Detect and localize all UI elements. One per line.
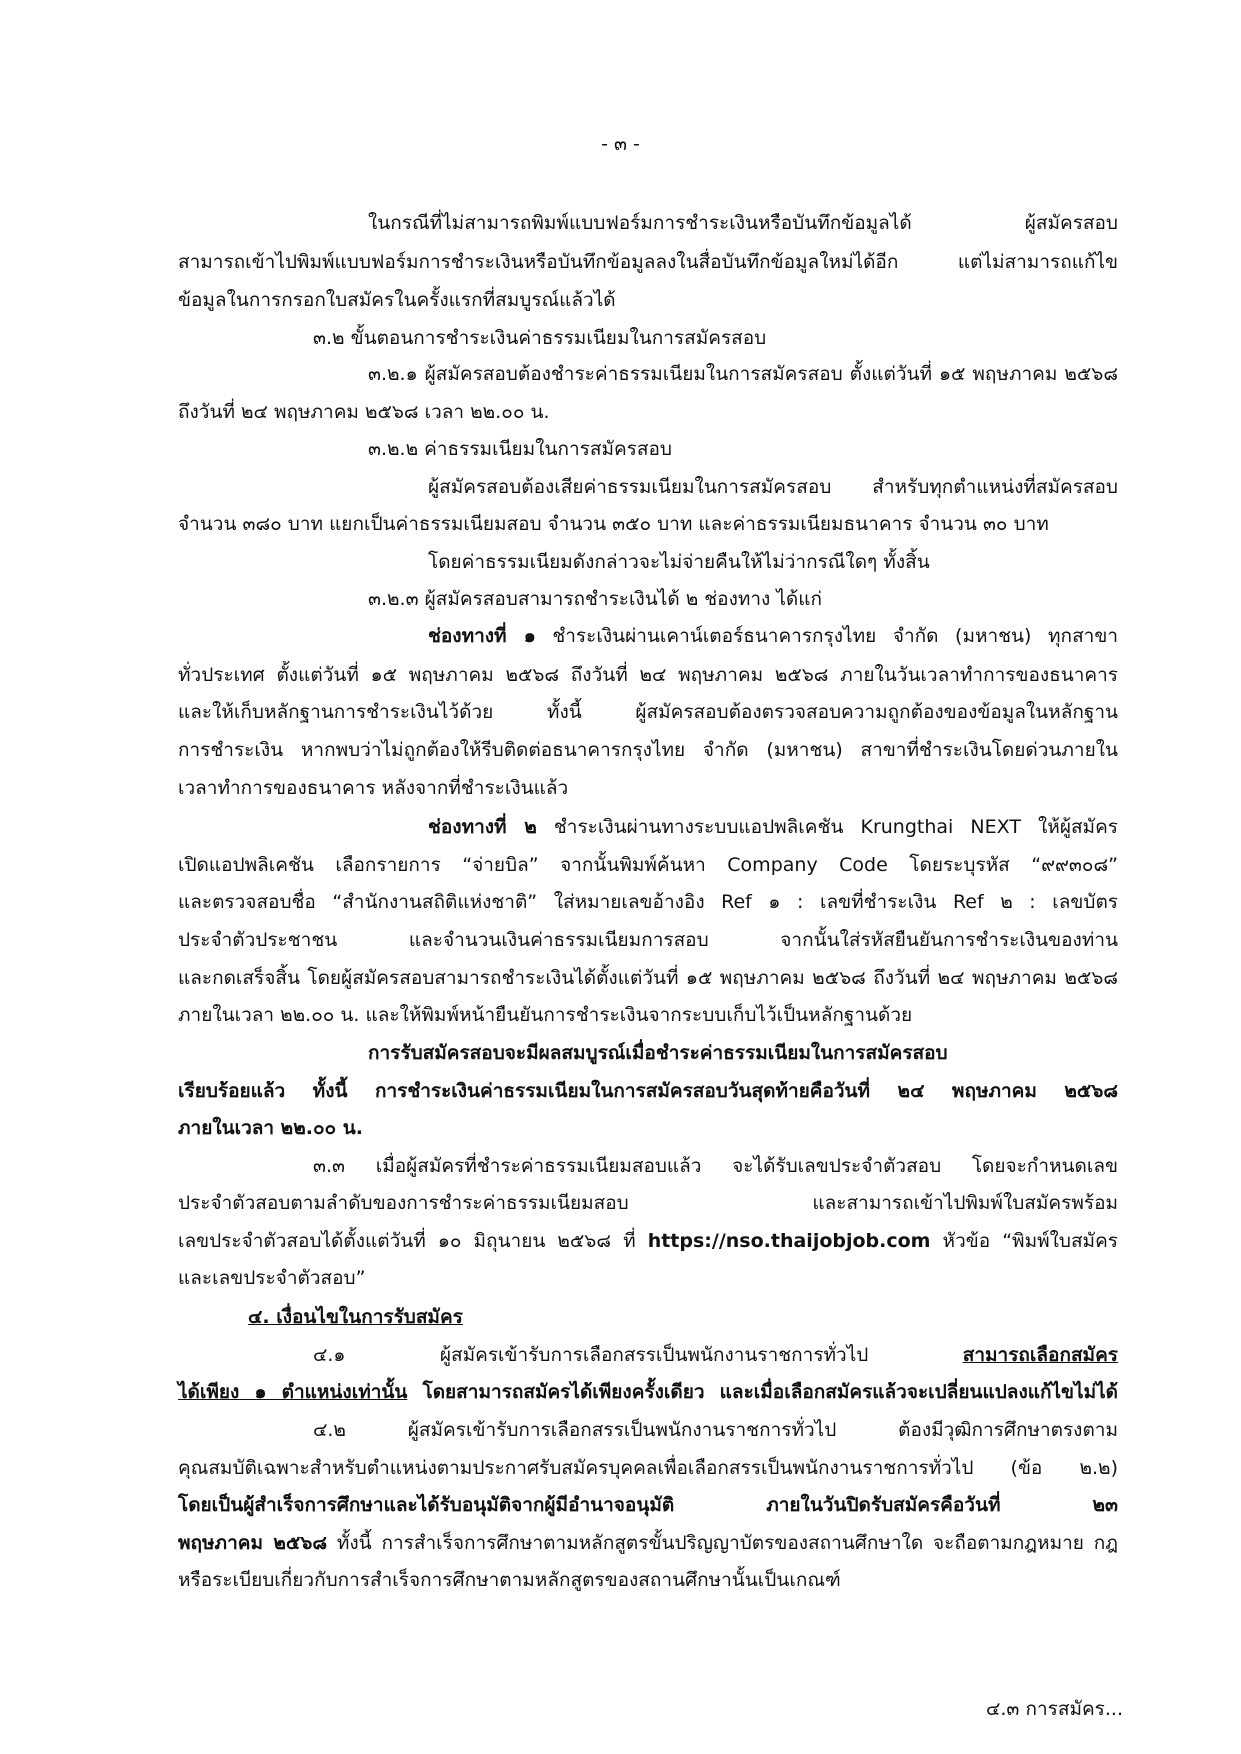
continuation-footer: ๔.๓ การสมัคร... <box>986 1698 1123 1720</box>
text-line <box>248 1305 1118 1329</box>
text-line <box>178 512 1118 536</box>
text-line <box>313 1343 1118 1367</box>
text-span: ภายในเวลา ๒๒.๐๐ น. และให้พิมพ์หน้ายืนยันการชำระเงินจากระบบเก็บไว้เป็นหลักฐานด้วย <box>178 1004 913 1026</box>
text-span: หัวข้อ “พิมพ์ใบสมัคร <box>930 1230 1118 1252</box>
text-line <box>313 1154 1118 1178</box>
text-line <box>178 853 1118 877</box>
text-span: ๓.๓ เมื่อผู้สมัครที่ชำระค่าธรรมเนียมสอบแล้ว จะได้รับเลขประจำตัวสอบ โดยจะกำหนดเลข <box>313 1155 1118 1177</box>
text-span: ในกรณีที่ไม่สามารถพิมพ์แบบฟอร์มการชำระเงินหรือบันทึกข้อมูลได้ ผู้สมัครสอบ <box>368 212 1118 234</box>
text-span: สามารถเข้าไปพิมพ์แบบฟอร์มการชำระเงินหรือบันทึกข้อมูลลงในสื่อบันทึกข้อมูลใหม่ได้อีก แต่ไม่สามารถแก้ไข <box>178 251 1118 273</box>
text-line <box>178 1229 1118 1253</box>
text-span: ๓.๒.๑ ผู้สมัครสอบต้องชำระค่าธรรมเนียมในการสมัครสอบ ตั้งแต่วันที่ ๑๕ พฤษภาคม ๒๕๖๘ <box>368 363 1118 385</box>
text-span: ประจำตัวประชาชน และจำนวนเงินค่าธรรมเนียมการสอบ จากนั้นใส่รหัสยืนยันการชำระเงินของท่าน <box>178 929 1118 951</box>
text-span: ถึงวันที่ ๒๔ พฤษภาคม ๒๕๖๘ เวลา ๒๒.๐๐ น. <box>178 401 550 423</box>
text-line <box>428 624 1118 648</box>
text-line <box>178 1079 1118 1103</box>
text-span: เวลาทำการของธนาคาร หลังจากที่ชำระเงินแล้ว <box>178 777 569 799</box>
bold-text: พฤษภาคม ๒๕๖๘ <box>178 1532 328 1554</box>
text-line <box>368 437 1118 461</box>
bold-text: ได้เพียง ๑ ตำแหน่งเท่านั้น <box>178 1381 408 1403</box>
text-line <box>178 663 1118 687</box>
text-line <box>428 550 1118 574</box>
text-span: ประจำตัวสอบตามลำดับของการชำระค่าธรรมเนียมสอบ และสามารถเข้าไปพิมพ์ใบสมัครพร้อม <box>178 1192 1118 1214</box>
bold-text: ช่องทางที่ ๒ <box>428 816 537 838</box>
text-line <box>368 1041 1118 1065</box>
page-number: - ๓ - <box>601 133 640 155</box>
text-span: การชำระเงิน หากพบว่าไม่ถูกต้องให้รีบติดต่อธนาคารกรุงไทย จำกัด (มหาชน) สาขาที่ชำระเงินโดยด่วนภายใน <box>178 739 1118 761</box>
text-span: หรือระเบียบเกี่ยวกับการสำเร็จการศึกษาตามหลักสูตรของสถานศึกษานั้นเป็นเกณฑ์ <box>178 1569 841 1591</box>
text-span: ทั้งนี้ การสำเร็จการศึกษาตามหลักสูตรขั้นปริญญาบัตรของสถานศึกษาใด จะถือตามกฎหมาย กฎ <box>327 1532 1119 1554</box>
bold-text: เรียบร้อยแล้ว ทั้งนี้ การชำระเงินค่าธรรมเนียมในการสมัครสอบวันสุดท้ายคือวันที่ ๒๔ พฤษภาคม ๒๕๖๘ <box>178 1080 1118 1102</box>
text-line <box>178 1266 1118 1290</box>
text-line <box>178 250 1118 274</box>
text-line <box>313 326 1118 350</box>
text-line <box>178 400 1118 424</box>
text-span: และกดเสร็จสิ้น โดยผู้สมัครสอบสามารถชำระเงินได้ตั้งแต่วันที่ ๑๕ พฤษภาคม ๒๕๖๘ ถึงวันที่ ๒๔ พฤษภาคม ๒๕๖๘ <box>178 967 1118 989</box>
text-line <box>368 362 1118 386</box>
text-line <box>178 1191 1118 1215</box>
text-span: จำนวน ๓๘๐ บาท แยกเป็นค่าธรรมเนียมสอบ จำนวน ๓๕๐ บาท และค่าธรรมเนียมธนาคาร จำนวน ๓๐ บาท <box>178 513 1049 535</box>
text-span: ชำระเงินผ่านเคาน์เตอร์ธนาคารกรุงไทย จำกัด (มหาชน) ทุกสาขา <box>535 625 1118 647</box>
text-span: ข้อมูลในการกรอกใบสมัครในครั้งแรกที่สมบูรณ์แล้วได้ <box>178 289 616 311</box>
text-span: ชำระเงินผ่านทางระบบแอปพลิเคชัน Krungthai NEXT ให้ผู้สมัคร <box>536 816 1118 838</box>
text-line <box>313 1418 1118 1442</box>
text-line <box>178 288 1118 312</box>
bold-text: ภายในเวลา ๒๒.๐๐ น. <box>178 1117 363 1139</box>
text-span: ทั่วประเทศ ตั้งแต่วันที่ ๑๕ พฤษภาคม ๒๕๖๘ ถึงวันที่ ๒๔ พฤษภาคม ๒๕๖๘ ภายในวันเวลาทำการของธนาคาร <box>178 664 1118 686</box>
text-line <box>368 587 1118 611</box>
bold-text: สามารถเลือกสมัคร <box>962 1344 1118 1366</box>
text-span: โดยค่าธรรมเนียมดังกล่าวจะไม่จ่ายคืนให้ไม่ว่ากรณีใดๆ ทั้งสิ้น <box>428 551 930 573</box>
text-line <box>428 815 1118 839</box>
text-span: ๓.๒.๓ ผู้สมัครสอบสามารถชำระเงินได้ ๒ ช่องทาง ได้แก่ <box>368 588 822 610</box>
bold-text: ช่องทางที่ ๑ <box>428 625 536 647</box>
bold-text: ๔. เงื่อนไขในการรับสมัคร <box>248 1306 463 1328</box>
text-line <box>178 1531 1118 1555</box>
text-span: ๔.๑ ผู้สมัครเข้ารับการเลือกสรรเป็นพนักงานราชการทั่วไป <box>313 1344 963 1366</box>
text-span: คุณสมบัติเฉพาะสำหรับตำแหน่งตามประกาศรับสมัครบุคคลเพื่อเลือกสรรเป็นพนักงานราชการทั่วไป (ข้อ ๒.๒) <box>178 1457 1118 1479</box>
text-line <box>178 738 1118 762</box>
text-line <box>178 700 1118 724</box>
text-span: เลขประจำตัวสอบได้ตั้งแต่วันที่ ๑๐ มิถุนายน ๒๕๖๘ ที่ <box>178 1230 648 1252</box>
text-span: ๓.๒.๒ ค่าธรรมเนียมในการสมัครสอบ <box>368 438 672 460</box>
text-line <box>178 1116 1118 1140</box>
text-line <box>428 475 1118 499</box>
text-line <box>178 928 1118 952</box>
text-line <box>178 890 1118 914</box>
text-line <box>178 1493 1118 1517</box>
text-span: และตรวจสอบชื่อ “สำนักงานสถิติแห่งชาติ” ใส่หมายเลขอ้างอิง Ref ๑ : เลขที่ชำระเงิน Ref ๒ : เลขบัตร <box>178 891 1118 913</box>
text-span: เปิดแอปพลิเคชัน เลือกรายการ “จ่ายบิล” จากนั้นพิมพ์ค้นหา Company Code โดยระบุรหัส “๙๙๓๐๘” <box>178 854 1118 876</box>
bold-text: https://nso.thaijobjob.com <box>647 1230 931 1252</box>
text-line <box>178 966 1118 990</box>
text-line <box>178 1456 1118 1480</box>
bold-text: การรับสมัครสอบจะมีผลสมบูรณ์เมื่อชำระค่าธรรมเนียมในการสมัครสอบ <box>368 1042 948 1064</box>
text-line <box>178 1003 1118 1027</box>
text-line <box>178 1380 1118 1404</box>
text-line <box>178 1568 1118 1592</box>
text-span: ผู้สมัครสอบต้องเสียค่าธรรมเนียมในการสมัครสอบ สำหรับทุกตำแหน่งที่สมัครสอบ <box>428 476 1118 498</box>
text-line <box>368 211 1118 235</box>
text-span: และเลขประจำตัวสอบ” <box>178 1267 366 1289</box>
bold-text: โดยสามารถสมัครได้เพียงครั้งเดียว และเมื่อเลือกสมัครแล้วจะเปลี่ยนแปลงแก้ไขไม่ได้ <box>407 1381 1118 1403</box>
text-span: ๓.๒ ขั้นตอนการชำระเงินค่าธรรมเนียมในการสมัครสอบ <box>313 327 767 349</box>
text-span: และให้เก็บหลักฐานการชำระเงินไว้ด้วย ทั้งนี้ ผู้สมัครสอบต้องตรวจสอบความถูกต้องของข้อมูลในหลักฐาน <box>178 701 1118 723</box>
text-span: ๔.๒ ผู้สมัครเข้ารับการเลือกสรรเป็นพนักงานราชการทั่วไป ต้องมีวุฒิการศึกษาตรงตาม <box>313 1419 1118 1441</box>
text-line <box>178 776 1118 800</box>
bold-text: โดยเป็นผู้สำเร็จการศึกษาและได้รับอนุมัติจากผู้มีอำนาจอนุมัติ ภายในวันปิดรับสมัครคือวันที่ ๒๓ <box>178 1494 1118 1516</box>
